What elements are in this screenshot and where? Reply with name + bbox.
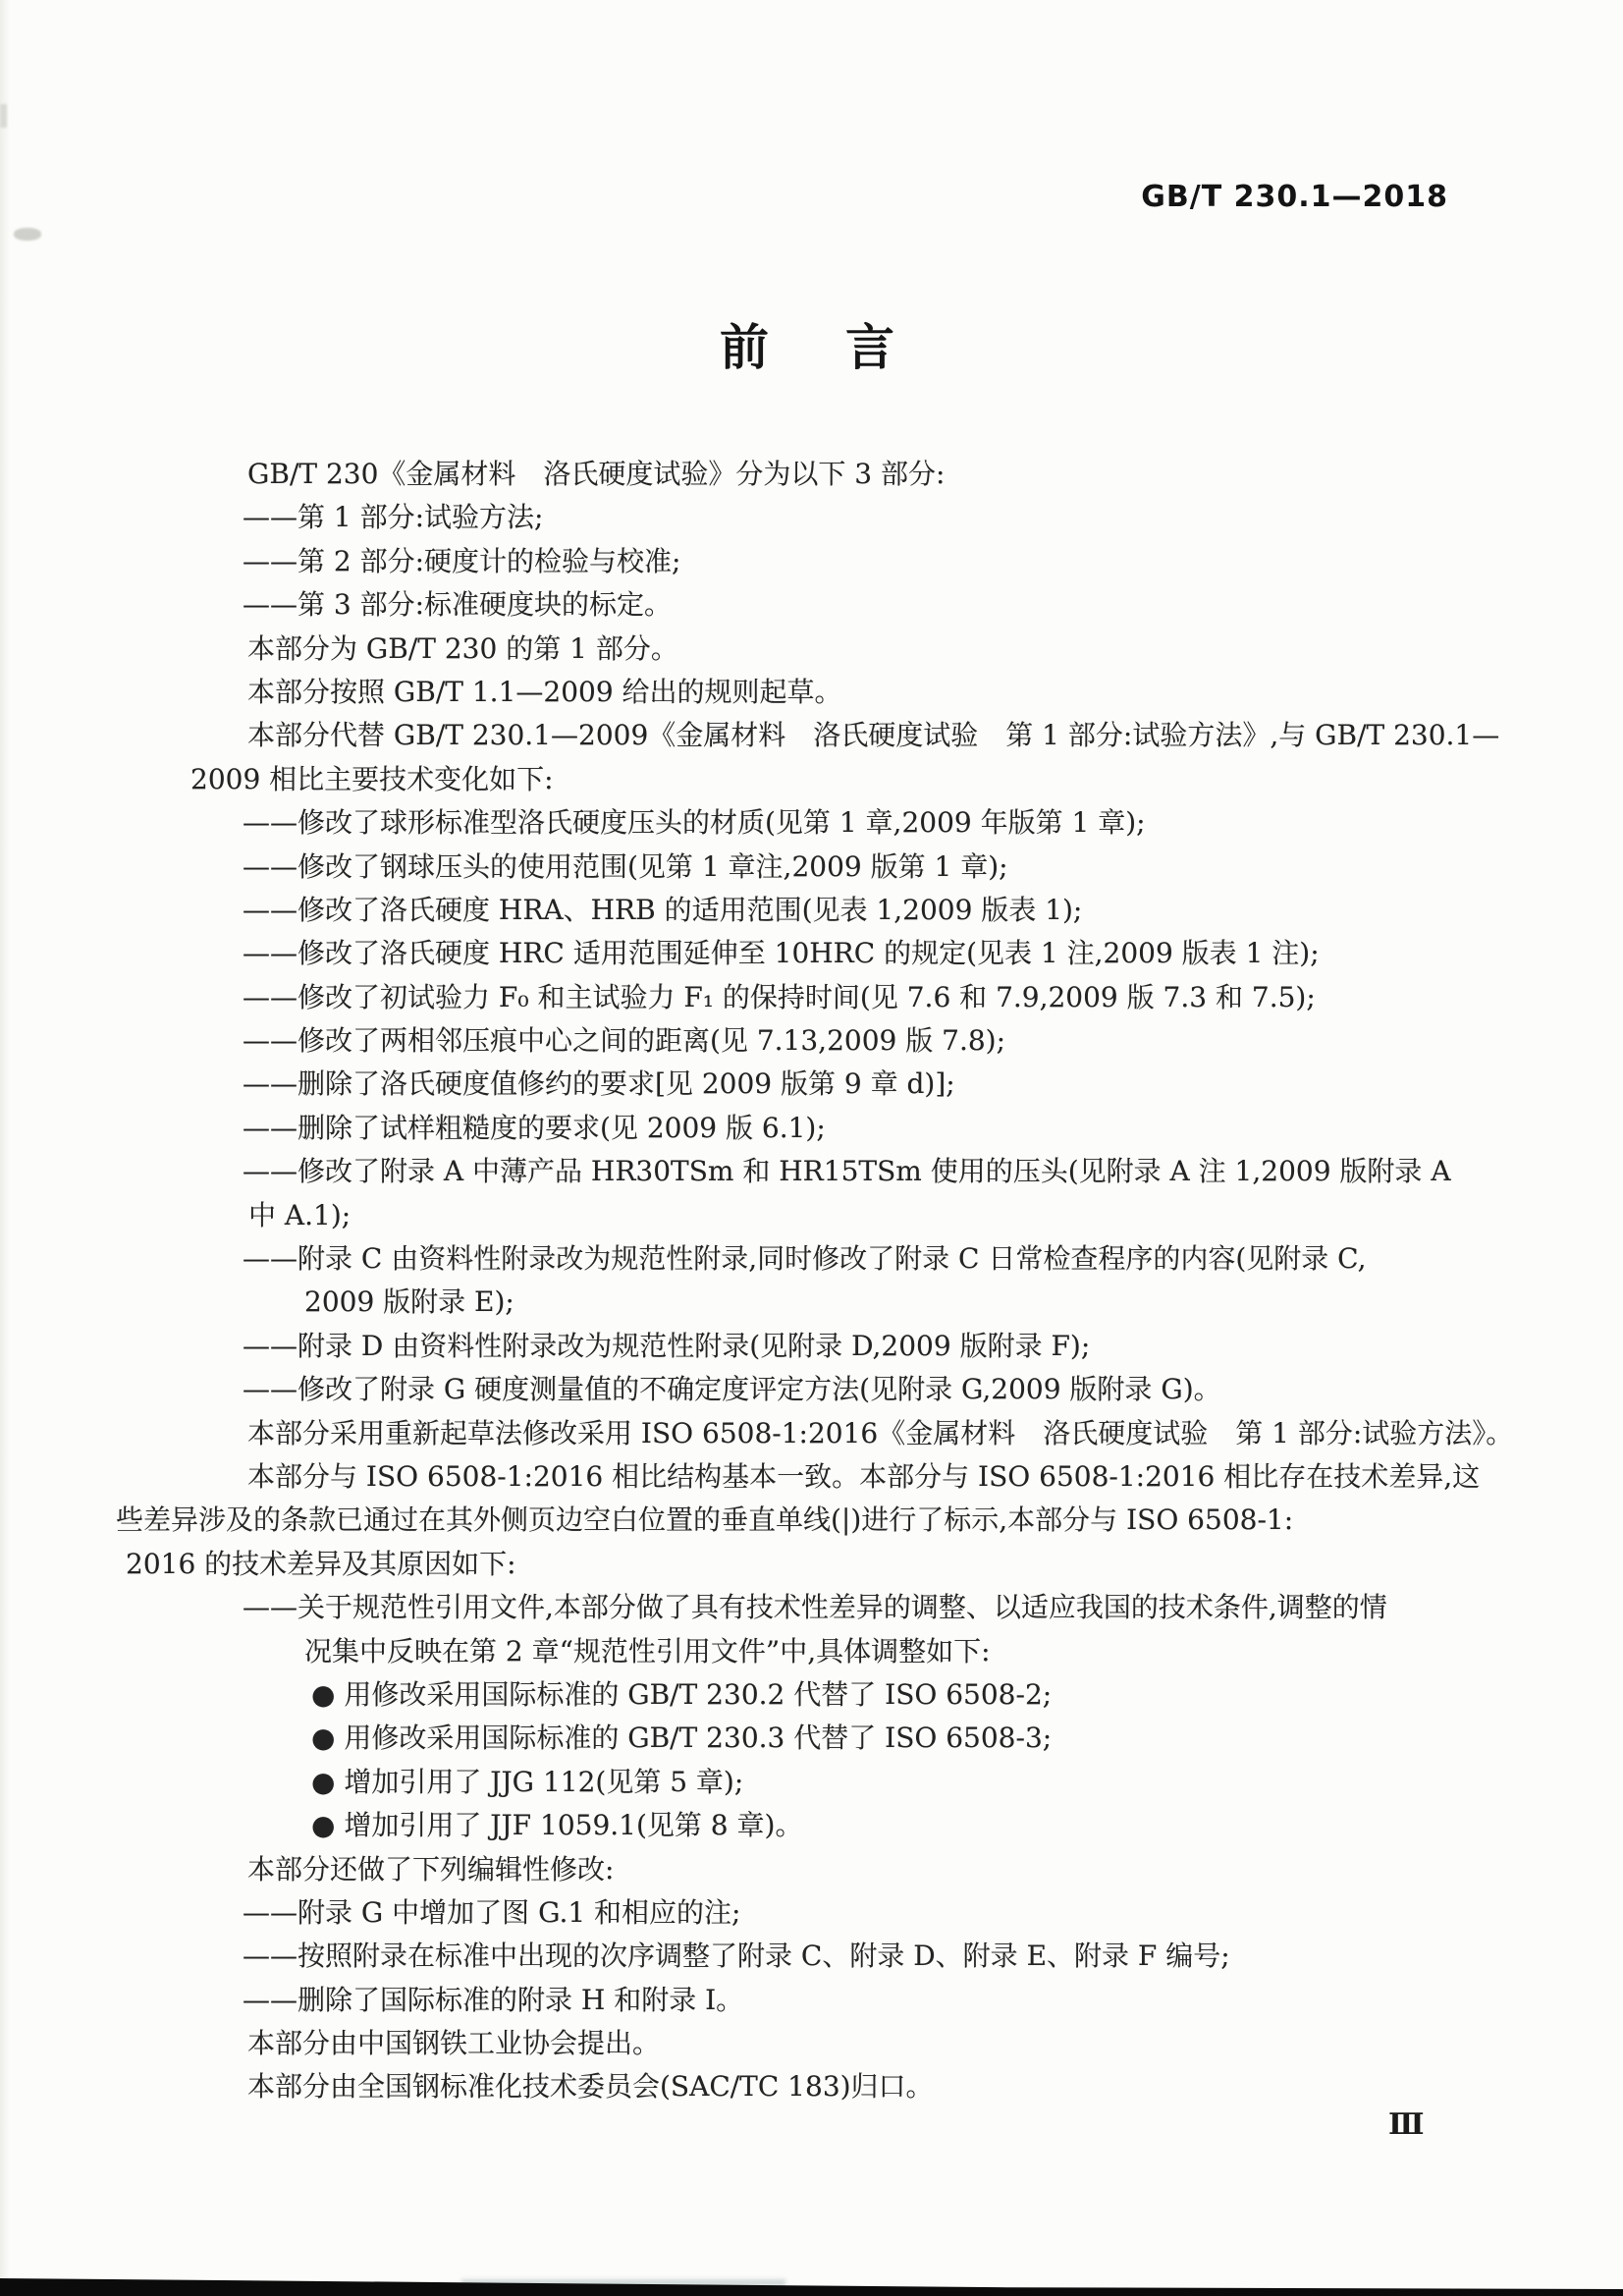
text-line: ——修改了初试验力 F₀ 和主试验力 F₁ 的保持时间(见 7.6 和 7.9,2009 版 7.3 和 7.5); [243, 980, 1316, 1013]
text-line: ——按照附录在标准中出现的次序调整了附录 C、附录 D、附录 E、附录 F 编号; [243, 1940, 1230, 1973]
text-line: ——修改了钢球压头的使用范围(见第 1 章注,2009 版第 1 章); [243, 849, 1008, 883]
text-line: ——删除了试样粗糙度的要求(见 2009 版 6.1); [243, 1111, 826, 1144]
text-line: ——修改了球形标准型洛氏硬度压头的材质(见第 1 章,2009 年版第 1 章); [243, 806, 1146, 840]
text-line: ——附录 C 由资料性附录改为规范性附录,同时修改了附录 C 日常检查程序的内容(见附录 C, [243, 1242, 1367, 1276]
text-line: 本部分由中国钢铁工业协会提出。 [247, 2027, 661, 2060]
text-line: ——删除了洛氏硬度值修约的要求[见 2009 版第 9 章 d)]; [243, 1067, 955, 1101]
scan-smudge [14, 228, 41, 241]
text-line: 本部分还做了下列编辑性修改: [247, 1852, 615, 1886]
page-number: Ⅲ [1388, 2107, 1425, 2142]
text-line: 本部分按照 GB/T 1.1—2009 给出的规则起草。 [247, 675, 842, 708]
text-line: 况集中反映在第 2 章“规范性引用文件”中,具体调整如下: [304, 1634, 991, 1667]
text-line: 本部分采用重新起草法修改采用 ISO 6508-1:2016《金属材料 洛氏硬度试验 第 1 部分:试验方法》。 [247, 1416, 1514, 1449]
text-line: ——第 2 部分:硬度计的检验与校准; [243, 544, 681, 577]
text-line: 本部分与 ISO 6508-1:2016 相比结构基本一致。本部分与 ISO 6508-1:2016 相比存在技术差异,这 [247, 1459, 1481, 1493]
text-line: ——第 3 部分:标准硬度块的标定。 [243, 588, 673, 622]
text-line: 些差异涉及的条款已通过在其外侧页边空白位置的垂直单线(|)进行了标示,本部分与 ISO 6508-1: [116, 1503, 1294, 1537]
text-line: ——修改了两相邻压痕中心之间的距离(见 7.13,2009 版 7.8); [243, 1024, 1006, 1058]
text-line: ● 增加引用了 JJF 1059.1(见第 8 章)。 [311, 1809, 803, 1842]
document-body [0, 453, 1623, 2109]
standard-number: GB/T 230.1—2018 [1141, 180, 1448, 214]
text-line: ——修改了洛氏硬度 HRA、HRB 的适用范围(见表 1,2009 版表 1); [243, 893, 1083, 926]
text-line: ——第 1 部分:试验方法; [243, 501, 544, 534]
text-line: 本部分为 GB/T 230 的第 1 部分。 [247, 631, 678, 665]
text-line: ——修改了附录 G 硬度测量值的不确定度评定方法(见附录 G,2009 版附录 G)。 [243, 1373, 1221, 1406]
scan-smudge [0, 104, 7, 128]
text-line: 本部分代替 GB/T 230.1—2009《金属材料 洛氏硬度试验 第 1 部分:试验方法》,与 GB/T 230.1— [247, 719, 1500, 752]
text-line: ——附录 D 由资料性附录改为规范性附录(见附录 D,2009 版附录 F); [243, 1329, 1091, 1362]
text-line: ● 增加引用了 JJG 112(见第 5 章); [311, 1765, 744, 1798]
text-line: 本部分由全国钢标准化技术委员会(SAC/TC 183)归口。 [247, 2070, 934, 2104]
text-line: ——附录 G 中增加了图 G.1 和相应的注; [243, 1895, 741, 1929]
scan-bottom-edge [0, 2274, 1623, 2296]
text-line: ——修改了洛氏硬度 HRC 适用范围延伸至 10HRC 的规定(见表 1 注,2009 版表 1 注); [243, 937, 1320, 970]
text-line: ——关于规范性引用文件,本部分做了具有技术性差异的调整、以适应我国的技术条件,调整的情 [243, 1591, 1387, 1624]
text-line: 2009 相比主要技术变化如下: [190, 762, 554, 795]
text-line: ——修改了附录 A 中薄产品 HR30TSm 和 HR15TSm 使用的压头(见附录 A 注 1,2009 版附录 A [243, 1155, 1451, 1188]
text-line: ● 用修改采用国际标准的 GB/T 230.3 代替了 ISO 6508-3; [311, 1722, 1053, 1755]
text-line: ——删除了国际标准的附录 H 和附录 I。 [243, 1983, 744, 2016]
page-title: 前 言 [720, 319, 908, 376]
text-line: GB/T 230《金属材料 洛氏硬度试验》分为以下 3 部分: [247, 458, 946, 490]
text-line: ● 用修改采用国际标准的 GB/T 230.2 代替了 ISO 6508-2; [311, 1677, 1053, 1711]
text-line: 2009 版附录 E); [304, 1285, 514, 1319]
text-line: 2016 的技术差异及其原因如下: [126, 1547, 516, 1580]
text-line: 中 A.1); [248, 1198, 352, 1231]
